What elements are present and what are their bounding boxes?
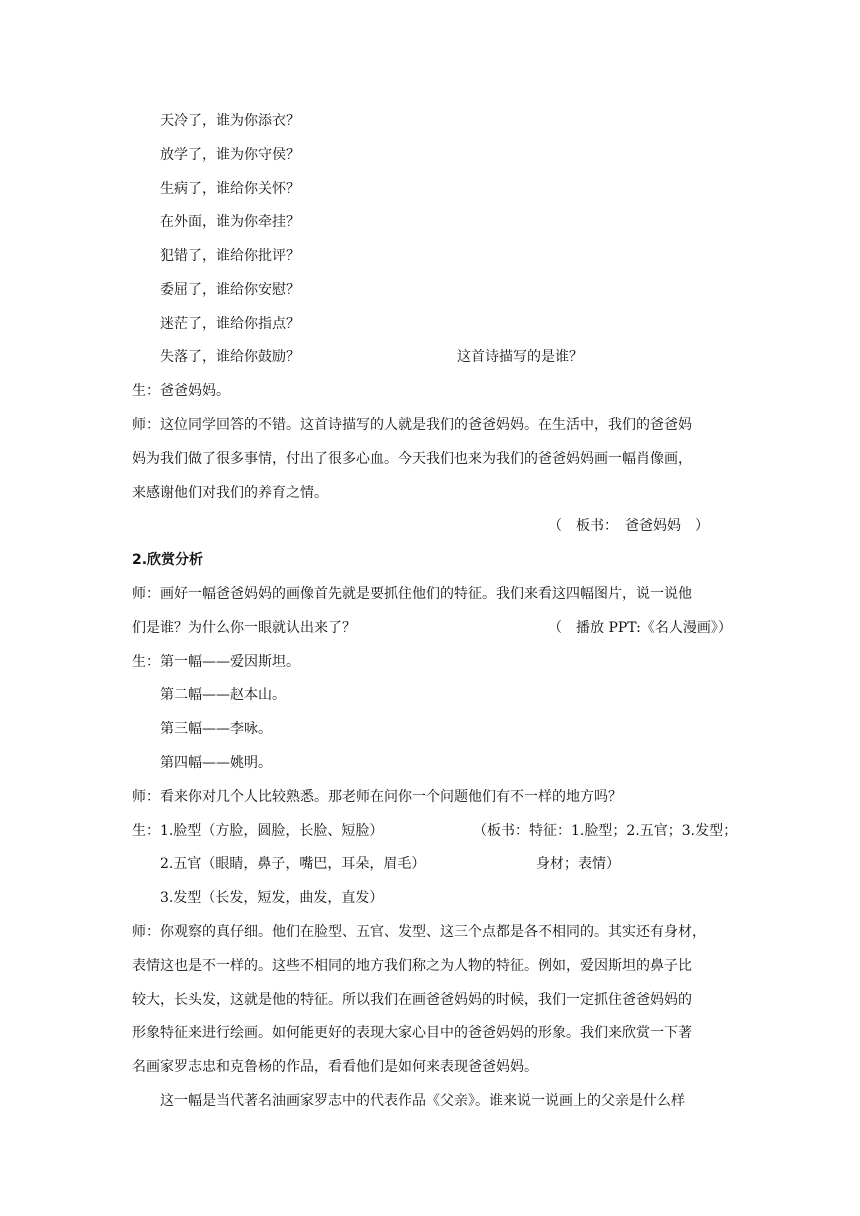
feature-line: 2.五官（眼睛，鼻子，嘴巴，耳朵，眉毛） bbox=[160, 856, 426, 872]
teacher-paragraph-line: 师：这位同学回答的不错。这首诗描写的人就是我们的爸爸妈妈。在生活中，我们的爸爸妈 bbox=[132, 417, 692, 433]
teacher-paragraph-line: 师：你观察的真仔细。他们在脸型、五官、发型、这三个点都是各不相同的。其实还有身材， bbox=[132, 924, 706, 940]
board-note: （ 板书： 爸爸妈妈 ） bbox=[548, 518, 709, 534]
teacher-paragraph-line: 形象特征来进行绘画。如何能更好的表现大家心目中的爸爸妈妈的形象。我们来欣赏一下著 bbox=[132, 1025, 692, 1041]
poem-line: 天冷了，谁为你添衣？ bbox=[160, 113, 300, 129]
feature-line: 生：1.脸型（方脸，圆脸，长脸、短脸） bbox=[132, 823, 384, 839]
student-answer: 第二幅——赵本山。 bbox=[160, 687, 286, 703]
poem-line: 委屈了，谁给你安慰？ bbox=[160, 282, 300, 298]
poem-line: 放学了，谁为你守侯？ bbox=[160, 147, 300, 163]
poem-line: 生病了，谁给你关怀？ bbox=[160, 181, 300, 197]
teacher-paragraph-line: 较大，长头发，这就是他的特征。所以我们在画爸爸妈妈的时候，我们一定抓住爸爸妈妈的 bbox=[132, 992, 692, 1008]
student-answer: 第四幅——姚明。 bbox=[160, 755, 272, 771]
feature-line: 3.发型（长发，短发，曲发，直发） bbox=[160, 890, 384, 906]
student-answer: 第三幅——李咏。 bbox=[160, 721, 272, 737]
poem-line: 犯错了，谁给你批评？ bbox=[160, 248, 300, 264]
poem-line: 在外面，谁为你牵挂？ bbox=[160, 214, 300, 230]
poem-line: 失落了，谁给你鼓励？ bbox=[160, 349, 300, 365]
teacher-paragraph-line: 妈为我们做了很多事情，付出了很多心血。今天我们也来为我们的爸爸妈妈画一幅肖像画， bbox=[132, 451, 692, 467]
student-answer: 生：爸爸妈妈。 bbox=[132, 383, 230, 399]
teacher-paragraph-line: 来感谢他们对我们的养育之情。 bbox=[132, 485, 328, 501]
board-note: 身材；表情） bbox=[536, 856, 620, 872]
teacher-paragraph-line: 表情这也是不一样的。这些不相同的地方我们称之为人物的特征。例如，爱因斯坦的鼻子比 bbox=[132, 958, 692, 974]
teacher-paragraph-line: 名画家罗志忠和克鲁杨的作品，看看他们是如何来表现爸爸妈妈。 bbox=[132, 1059, 538, 1075]
poem-line: 迷茫了，谁给你指点？ bbox=[160, 316, 300, 332]
teacher-question: 师：看来你对几个人比较熟悉。那老师在问你一个问题他们有不一样的地方吗？ bbox=[132, 789, 622, 805]
teacher-paragraph-line: 师：画好一幅爸爸妈妈的画像首先就是要抓住他们的特征。我们来看这四幅图片，说一说他 bbox=[132, 586, 692, 602]
student-answer: 生：第一幅——爱因斯坦。 bbox=[132, 654, 300, 670]
board-note: （板书：特征：1.脸型；2.五官；3.发型； bbox=[473, 823, 738, 839]
section-heading: 2.欣赏分析 bbox=[132, 552, 204, 568]
paragraph-line: 这一幅是当代著名油画家罗志中的代表作品《父亲》。谁来说一说画上的父亲是什么样 bbox=[160, 1093, 685, 1109]
ppt-note: （ 播放 PPT:《名人漫画》） bbox=[548, 620, 732, 636]
poem-question: 这首诗描写的是谁？ bbox=[457, 349, 583, 365]
teacher-paragraph-line: 们是谁？为什么你一眼就认出来了？ bbox=[132, 620, 356, 636]
